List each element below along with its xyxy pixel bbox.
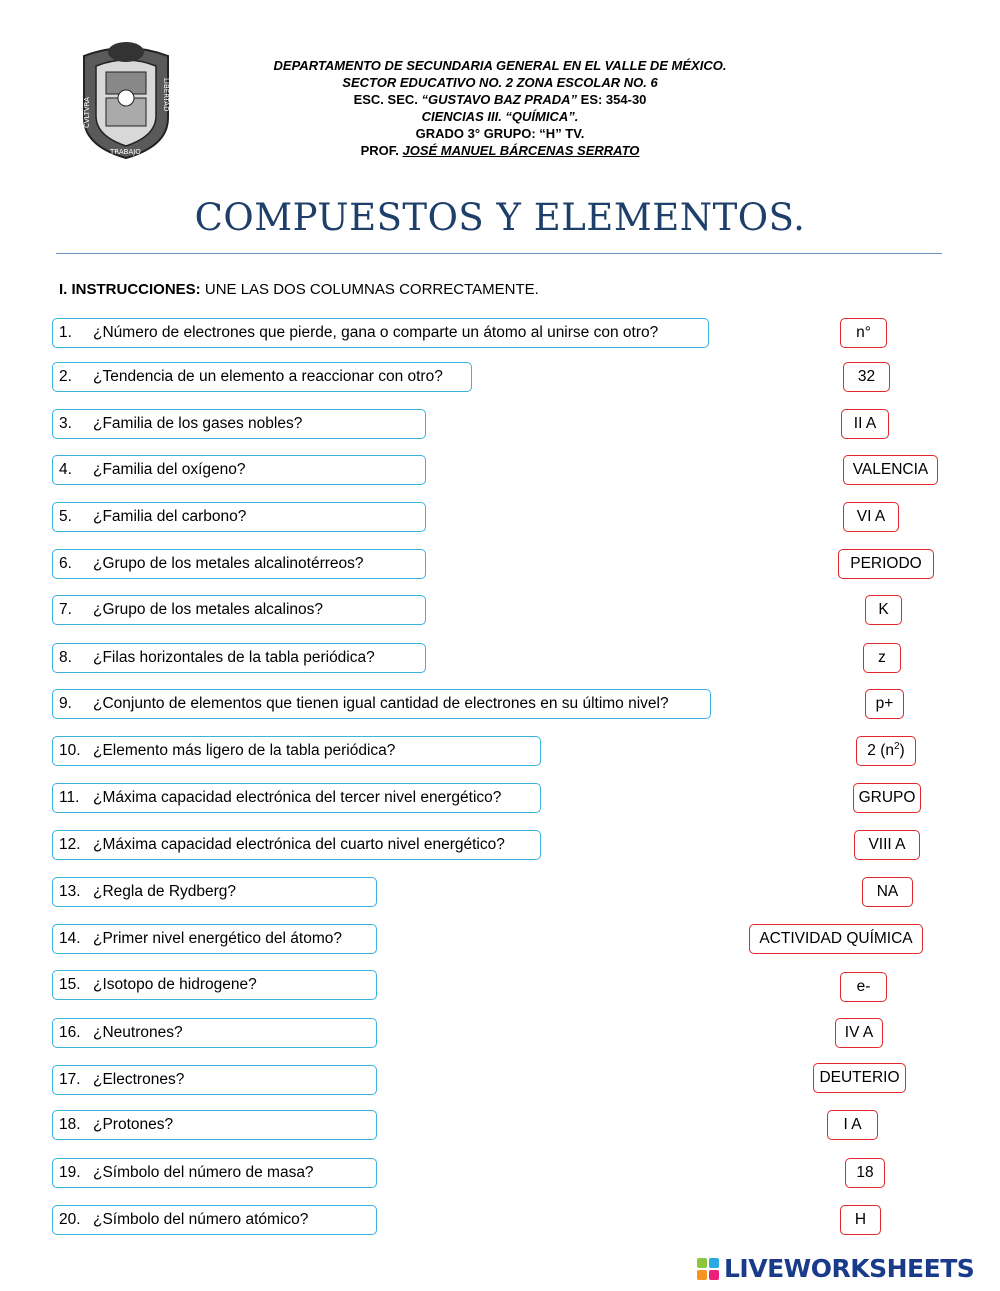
answer-box-11[interactable]: GRUPO	[853, 783, 921, 813]
seal-left-band: CVLTVRA	[83, 96, 91, 128]
answer-box-13[interactable]: NA	[862, 877, 913, 907]
answer-box-16[interactable]: IV A	[835, 1018, 883, 1048]
header-line-5: GRADO 3° GRUPO: “H” TV.	[415, 126, 585, 141]
question-2[interactable]: 2. ¿Tendencia de un elemento a reaccionar con otro?	[52, 362, 472, 392]
answer-box-19[interactable]: 18	[845, 1158, 885, 1188]
answer-box-8[interactable]: z	[863, 643, 901, 673]
header-line-2: SECTOR EDUCATIVO NO. 2 ZONA ESCOLAR NO. 6	[342, 75, 658, 90]
header-line-6: PROF. JOSÉ MANUEL BÁRCENAS SERRATO	[360, 143, 640, 158]
question-8[interactable]: 8. ¿Filas horizontales de la tabla periódica?	[52, 643, 426, 673]
liveworksheets-wordmark: LIVEWORKSHEETS	[724, 1254, 975, 1283]
answer-box-1[interactable]: n°	[840, 318, 887, 348]
answer-box-4[interactable]: VALENCIA	[843, 455, 938, 485]
page-title: COMPUESTOS Y ELEMENTOS.	[194, 196, 806, 239]
answer-box-20[interactable]: H	[840, 1205, 881, 1235]
question-20[interactable]: 20. ¿Símbolo del número atómico?	[52, 1205, 377, 1235]
answer-box-9[interactable]: p+	[865, 689, 904, 719]
liveworksheets-logo-icon	[697, 1258, 720, 1281]
question-12[interactable]: 12. ¿Máxima capacidad electrónica del cuarto nivel energético?	[52, 830, 541, 860]
seal-right-band: LIBERTAD	[162, 78, 170, 112]
header-line-4: CIENCIAS III. “QUÍMICA”.	[421, 109, 579, 124]
instructions: I. INSTRUCCIONES: UNE LAS DOS COLUMNAS CORRECTAMENTE.	[59, 281, 539, 298]
question-1[interactable]: 1. ¿Número de electrones que pierde, gana o comparte un átomo al unirse con otro?	[52, 318, 709, 348]
question-15[interactable]: 15. ¿Isotopo de hidrogene?	[52, 970, 377, 1000]
question-6[interactable]: 6. ¿Grupo de los metales alcalinotérreos?	[52, 549, 426, 579]
question-16[interactable]: 16. ¿Neutrones?	[52, 1018, 377, 1048]
question-13[interactable]: 13. ¿Regla de Rydberg?	[52, 877, 377, 907]
header-line-3: ESC. SEC. “GUSTAVO BAZ PRADA” ES: 354-30	[353, 92, 647, 107]
question-9[interactable]: 9. ¿Conjunto de elementos que tienen igual cantidad de electrones en su último nivel?	[52, 689, 711, 719]
question-10[interactable]: 10. ¿Elemento más ligero de la tabla periódica?	[52, 736, 541, 766]
answer-box-5[interactable]: VI A	[843, 502, 899, 532]
answer-box-3[interactable]: II A	[841, 409, 889, 439]
answer-box-2[interactable]: 32	[843, 362, 890, 392]
seal-bottom-band: TRABAJO	[110, 148, 141, 156]
question-3[interactable]: 3. ¿Familia de los gases nobles?	[52, 409, 426, 439]
answer-box-7[interactable]: K	[865, 595, 902, 625]
question-14[interactable]: 14. ¿Primer nivel energético del átomo?	[52, 924, 377, 954]
question-11[interactable]: 11. ¿Máxima capacidad electrónica del tercer nivel energético?	[52, 783, 541, 813]
school-header	[200, 57, 800, 159]
coat-of-arms-seal	[70, 38, 182, 160]
answer-box-10[interactable]: 2 $(n^2)$	[856, 736, 916, 766]
answer-box-12[interactable]: VIII A	[854, 830, 920, 860]
answer-box-17[interactable]: DEUTERIO	[813, 1063, 906, 1093]
question-4[interactable]: 4. ¿Familia del oxígeno?	[52, 455, 426, 485]
answer-box-6[interactable]: PERIODO	[838, 549, 934, 579]
title-divider	[56, 253, 942, 254]
question-18[interactable]: 18. ¿Protones?	[52, 1110, 377, 1140]
header-line-1: DEPARTAMENTO DE SECUNDARIA GENERAL EN EL VALLE DE MÉXICO.	[273, 58, 727, 73]
question-5[interactable]: 5. ¿Familia del carbono?	[52, 502, 426, 532]
question-19[interactable]: 19. ¿Símbolo del número de masa?	[52, 1158, 377, 1188]
question-7[interactable]: 7. ¿Grupo de los metales alcalinos?	[52, 595, 426, 625]
answer-box-15[interactable]: e-	[840, 972, 887, 1002]
answer-box-18[interactable]: I A	[827, 1110, 878, 1140]
liveworksheets-branding	[697, 1254, 997, 1286]
answer-box-14[interactable]: ACTIVIDAD QUÍMICA	[749, 924, 923, 954]
question-17[interactable]: 17. ¿Electrones?	[52, 1065, 377, 1095]
